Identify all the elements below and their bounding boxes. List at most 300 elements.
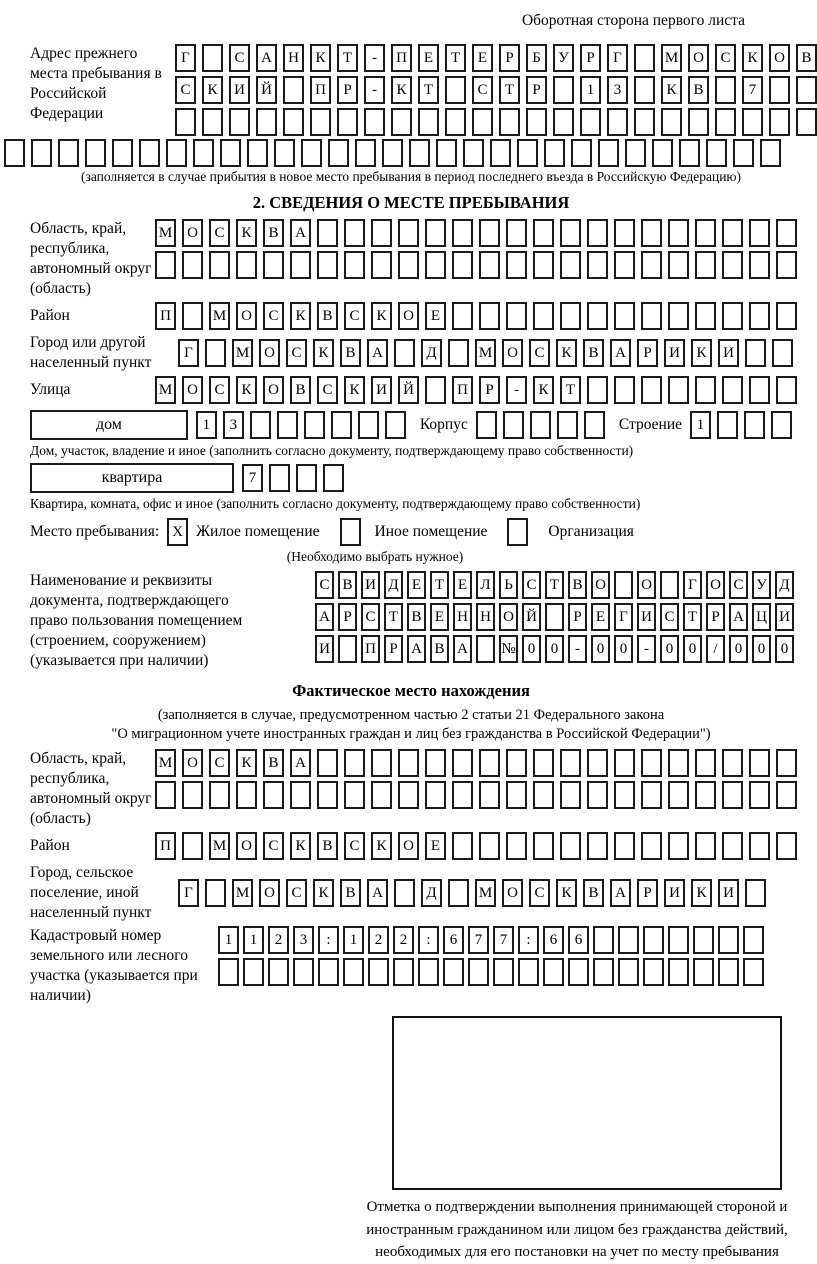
char-cell: О [236,302,257,330]
char-cell: К [556,339,577,367]
char-cell [323,464,344,492]
char-cell [182,302,203,330]
char-cell [722,832,743,860]
char-cell: В [407,603,426,631]
char-cell: 1 [218,926,239,954]
char-cell [310,108,331,136]
char-cell: Н [453,603,472,631]
city-row [178,339,793,367]
char-cell: 0 [614,635,633,663]
prev-address-block [30,44,812,136]
char-cell [139,139,160,167]
char-cell [543,958,564,986]
char-cell [506,749,527,777]
char-cell [304,411,325,439]
char-cell [409,139,430,167]
char-cell [317,219,338,247]
char-cell: П [391,44,412,72]
char-cell: Р [706,603,725,631]
char-cell [776,781,797,809]
char-cell: 0 [683,635,702,663]
char-cell: К [556,879,577,907]
char-cell [182,832,203,860]
char-cell [718,958,739,986]
char-cell [425,376,446,404]
char-cell [236,251,257,279]
char-cell [296,464,317,492]
char-cell [277,411,298,439]
char-cell [641,219,662,247]
char-cell [263,781,284,809]
korpus-label: Корпус [419,416,468,433]
char-cell: В [338,571,357,599]
prev-address-note: (заполняется в случае прибытия в новое место пребывания в период последнего въезда в Российскую Федерацию) [80,169,742,184]
prev-address-row-2 [175,76,817,104]
char-cell [760,139,781,167]
char-cell [202,108,223,136]
actual-region-row-1 [155,749,797,777]
char-cell [425,749,446,777]
char-cell [479,749,500,777]
char-cell [560,219,581,247]
street-label: Улица [30,381,71,398]
char-cell [398,219,419,247]
char-cell [398,749,419,777]
char-cell: Т [499,76,520,104]
char-cell [436,139,457,167]
char-cell [344,219,365,247]
char-cell [560,749,581,777]
char-cell: С [286,339,307,367]
char-cell [394,879,415,907]
char-cell [518,958,539,986]
stroenie-label: Строение [618,416,682,433]
char-cell: С [315,571,334,599]
char-cell: В [317,832,338,860]
char-cell [382,139,403,167]
char-cell [205,879,226,907]
house-number-row [196,411,406,439]
checkbox-other-premises [340,518,361,546]
char-cell [448,879,469,907]
document-label: Наименование и реквизиты документа, подтверждающего право пользования помещением (строением, сооружением) (указывается при наличии) [30,572,243,669]
char-cell: Д [384,571,403,599]
korpus-row [476,411,605,439]
char-cell [641,302,662,330]
char-cell [283,76,304,104]
char-cell [476,411,497,439]
char-cell [338,635,357,663]
char-cell [250,411,271,439]
char-cell [479,781,500,809]
char-cell: О [398,832,419,860]
char-cell: В [317,302,338,330]
char-cell: И [315,635,334,663]
char-cell [182,251,203,279]
char-cell: Т [418,76,439,104]
char-cell [749,376,770,404]
char-cell: О [182,376,203,404]
house-label: дом [95,416,122,433]
char-cell [584,411,605,439]
actual-district-row [155,832,797,860]
char-cell: П [155,832,176,860]
char-cell [776,302,797,330]
actual-city-row [178,879,766,907]
char-cell [560,781,581,809]
char-cell: О [688,44,709,72]
char-cell: О [769,44,790,72]
char-cell: Г [614,603,633,631]
char-cell: О [236,832,257,860]
char-cell [506,251,527,279]
char-cell: П [310,76,331,104]
actual-district-block [30,832,792,860]
char-cell [490,139,511,167]
char-cell [776,376,797,404]
cadastral-block [30,926,792,1006]
char-cell [587,832,608,860]
char-cell [301,139,322,167]
char-cell [733,139,754,167]
cadastral-row-1 [218,926,764,954]
region-block [30,219,792,299]
char-cell [452,219,473,247]
char-cell: : [418,926,439,954]
char-cell [220,139,241,167]
char-cell: 2 [368,926,389,954]
char-cell [668,832,689,860]
char-cell: Е [407,571,426,599]
char-cell [749,781,770,809]
char-cell [331,411,352,439]
char-cell [693,926,714,954]
char-cell: К [202,76,223,104]
char-cell [398,251,419,279]
char-cell [641,376,662,404]
char-cell: В [568,571,587,599]
char-cell [533,832,554,860]
char-cell [112,139,133,167]
char-cell [643,958,664,986]
char-cell [503,411,524,439]
char-cell: М [475,339,496,367]
char-cell: О [706,571,725,599]
char-cell [742,108,763,136]
char-cell [643,926,664,954]
city-block [30,333,792,373]
char-cell [614,781,635,809]
char-cell: 1 [196,411,217,439]
char-cell: - [568,635,587,663]
document-row-3 [315,635,794,663]
char-cell: 7 [242,464,263,492]
actual-district-label: Район [30,837,70,854]
stay-type-label: Место пребывания: [30,523,160,540]
char-cell [371,781,392,809]
prev-address-row-1 [175,44,817,72]
char-cell: - [637,635,656,663]
char-cell: Т [683,603,702,631]
char-cell: С [522,571,541,599]
char-cell: С [263,302,284,330]
char-cell: О [499,603,518,631]
char-cell: М [155,376,176,404]
char-cell [236,781,257,809]
char-cell [209,781,230,809]
char-cell [560,832,581,860]
char-cell: 3 [293,926,314,954]
char-cell: Р [499,44,520,72]
char-cell [722,251,743,279]
house-note: Дом, участок, владение и иное (заполнить согласно документу, подтверждающему право собственности) [30,443,634,458]
char-cell: Ц [752,603,771,631]
district-block [30,302,792,330]
prev-address-row-4 [4,139,792,167]
char-cell: Й [256,76,277,104]
char-cell [343,958,364,986]
char-cell: Б [526,44,547,72]
char-cell: С [209,749,230,777]
char-cell [749,251,770,279]
char-cell [695,781,716,809]
char-cell [668,251,689,279]
char-cell: А [315,603,334,631]
char-cell: С [209,219,230,247]
char-cell: Й [398,376,419,404]
char-cell [715,108,736,136]
char-cell: С [209,376,230,404]
char-cell [58,139,79,167]
char-cell: : [318,926,339,954]
char-cell [533,251,554,279]
char-cell: О [263,376,284,404]
actual-region-label: Область, край, республика, автономный округ (область) [30,750,152,827]
char-cell: О [182,219,203,247]
char-cell: П [155,302,176,330]
char-cell: К [236,749,257,777]
char-cell: 7 [468,926,489,954]
actual-location-subtitle-2: "О миграционном учете иностранных граждан и лиц без гражданства в Российской Федерации") [111,726,711,742]
char-cell: У [752,571,771,599]
char-cell: О [259,339,280,367]
char-cell [560,251,581,279]
char-cell [398,781,419,809]
char-cell [641,749,662,777]
char-cell: К [661,76,682,104]
char-cell [652,139,673,167]
other-premises-label: Иное помещение [374,523,488,540]
char-cell: 6 [543,926,564,954]
char-cell: В [340,339,361,367]
char-cell [749,219,770,247]
char-cell [290,251,311,279]
char-cell [247,139,268,167]
char-cell [715,76,736,104]
checkbox-organization [507,518,528,546]
char-cell: К [533,376,554,404]
char-cell [744,411,765,439]
char-cell: А [453,635,472,663]
char-cell: Р [338,603,357,631]
char-cell: 0 [775,635,794,663]
char-cell: / [706,635,725,663]
char-cell: О [591,571,610,599]
apartment-block [30,463,792,493]
checkbox-residential: X [167,518,188,546]
char-cell: Г [178,339,199,367]
char-cell [85,139,106,167]
char-cell: В [340,879,361,907]
char-cell [218,958,239,986]
char-cell: В [263,749,284,777]
actual-region-row-2 [155,781,797,809]
char-cell [344,781,365,809]
char-cell: Г [175,44,196,72]
char-cell [722,376,743,404]
char-cell [641,251,662,279]
char-cell [371,219,392,247]
char-cell [717,411,738,439]
char-cell [4,139,25,167]
char-cell [31,139,52,167]
char-cell [776,219,797,247]
char-cell [668,958,689,986]
char-cell [517,139,538,167]
char-cell [533,219,554,247]
prev-address-row-3 [175,108,817,136]
char-cell: К [290,832,311,860]
char-cell [371,749,392,777]
char-cell [290,781,311,809]
char-cell [614,832,635,860]
char-cell: К [290,302,311,330]
char-cell [796,108,817,136]
char-cell [364,108,385,136]
char-cell: Е [430,603,449,631]
char-cell: Й [522,603,541,631]
char-cell [587,749,608,777]
char-cell: № [499,635,518,663]
char-cell: - [364,44,385,72]
char-cell: Г [607,44,628,72]
char-cell [344,251,365,279]
char-cell [625,139,646,167]
char-cell: В [430,635,449,663]
char-cell: Т [560,376,581,404]
char-cell [526,108,547,136]
char-cell [571,139,592,167]
char-cell: И [775,603,794,631]
char-cell [544,139,565,167]
residential-label: Жилое помещение [196,523,320,540]
char-cell [202,44,223,72]
char-cell [634,76,655,104]
char-cell: М [209,832,230,860]
char-cell: 0 [522,635,541,663]
house-label-box [30,410,188,440]
char-cell: Р [526,76,547,104]
char-cell: Е [472,44,493,72]
char-cell [476,635,495,663]
char-cell [493,958,514,986]
char-cell: Д [421,879,442,907]
document-row-2 [315,603,794,631]
char-cell: С [317,376,338,404]
char-cell [614,749,635,777]
char-cell [506,781,527,809]
char-cell: 2 [393,926,414,954]
actual-location-subtitle-1: (заполняется в случае, предусмотренном частью 2 статьи 21 Федерального закона [157,707,665,723]
char-cell [769,108,790,136]
char-cell [743,958,764,986]
char-cell [560,302,581,330]
char-cell [668,781,689,809]
char-cell [418,958,439,986]
char-cell: И [664,879,685,907]
apartment-number-row [242,464,344,492]
char-cell: Р [637,339,658,367]
char-cell [688,108,709,136]
char-cell [385,411,406,439]
char-cell [722,781,743,809]
char-cell: Л [476,571,495,599]
char-cell [722,749,743,777]
char-cell: К [310,44,331,72]
char-cell: К [371,302,392,330]
char-cell: Т [430,571,449,599]
char-cell [634,44,655,72]
char-cell: И [718,879,739,907]
char-cell [479,832,500,860]
char-cell [607,108,628,136]
char-cell: А [290,219,311,247]
char-cell: С [344,832,365,860]
char-cell [530,411,551,439]
char-cell: И [371,376,392,404]
char-cell [175,108,196,136]
char-cell [229,108,250,136]
char-cell [718,926,739,954]
char-cell: Ь [499,571,518,599]
char-cell [553,108,574,136]
char-cell: О [398,302,419,330]
char-cell: А [610,339,631,367]
char-cell [557,411,578,439]
char-cell: У [553,44,574,72]
char-cell [587,781,608,809]
char-cell: О [259,879,280,907]
char-cell [472,108,493,136]
char-cell: Е [425,302,446,330]
char-cell: О [182,749,203,777]
char-cell [533,302,554,330]
char-cell [771,411,792,439]
char-cell: Т [545,571,564,599]
district-row [155,302,797,330]
char-cell: С [529,879,550,907]
char-cell: К [236,219,257,247]
char-cell: В [583,879,604,907]
char-cell: Е [425,832,446,860]
char-cell [614,571,633,599]
char-cell: 0 [591,635,610,663]
char-cell: И [361,571,380,599]
stroenie-row [690,411,792,439]
section2-title: 2. СВЕДЕНИЯ О МЕСТЕ ПРЕБЫВАНИЯ [252,193,570,212]
char-cell [693,958,714,986]
stay-type-note: (Необходимо выбрать нужное) [286,549,464,564]
